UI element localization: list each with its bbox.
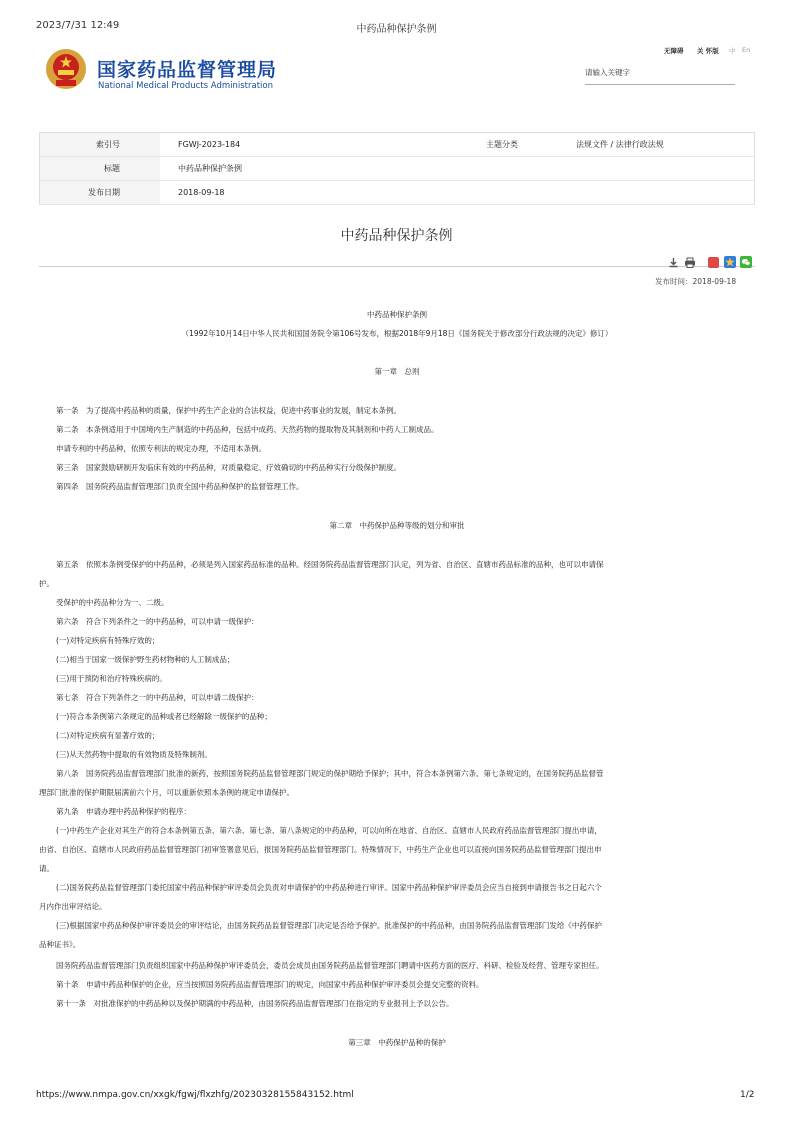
paragraph: 第一条 为了提高中药品种的质量，保护中药生产企业的合法权益，促进中药事业的发展，制定本条例。 (56, 406, 401, 415)
chapter-heading: 第一章 总则 (374, 367, 420, 376)
paragraph: 第八条 国务院药品监督管理部门批准的新药，按照国务院药品监督管理部门规定的保护期给予保护；其中，符合本条例第六条、第七条规定的，在国务院药品监督管 (56, 769, 604, 778)
date-label: 发布日期 (40, 181, 161, 205)
paragraph: 第十条 申请中药品种保护的企业，应当按照国务院药品监督管理部门的规定，向国家中药品种保护审评委员会提交完整的资料。 (56, 980, 484, 989)
paragraph: 第七条 符合下列条件之一的中药品种，可以申请二级保护： (56, 693, 259, 702)
site-name-cn[interactable]: 国家药品监督管理局 (97, 59, 278, 81)
paragraph: (一)符合本条例第六条规定的品种或者已经解除一级保护的品种； (56, 712, 272, 721)
site-name-en: National Medical Products Administration (98, 81, 273, 91)
paragraph: (二)对特定疾病有显著疗效的； (56, 731, 160, 740)
divider (39, 266, 755, 267)
paragraph: 月内作出审评结论。 (39, 902, 107, 911)
lang-en-link[interactable]: En (742, 46, 751, 54)
paragraph: (三)从天然药物中提取的有效物质及特殊制剂。 (56, 750, 212, 759)
article-title: 中药品种保护条例 (340, 228, 453, 244)
chapter-heading: 第三章 中药保护品种的保护 (348, 1038, 446, 1047)
paragraph: (一)中药生产企业对其生产的符合本条例第五条、第六条、第七条、第八条规定的中药品种，可以向所在地省、自治区、直辖市人民政府药品监督管理部门提出申请， (56, 826, 602, 835)
paragraph: (二)国务院药品监督管理部门委托国家中药品种保护审评委员会负责对申请保护的中药品种进行审评。国家中药品种保护审评委员会应当自接到申请报告书之日起六个 (56, 883, 602, 892)
print-page-title: 中药品种保护条例 (356, 24, 437, 35)
index-value: FGWJ-2023-184 (160, 133, 438, 157)
wechat-share-icon[interactable] (740, 253, 752, 272)
print-icon[interactable] (684, 253, 696, 272)
national-emblem-icon (44, 47, 88, 91)
paragraph: 第六条 符合下列条件之一的中药品种，可以申请一级保护： (56, 617, 259, 626)
paragraph: 第九条 申请办理中药品种保护的程序： (56, 807, 191, 816)
paragraph: 理部门批准的保护期限届满前六个月，可以重新依照本条例的规定申请保护。 (39, 788, 294, 797)
paragraph: 品种证书》。 (39, 940, 81, 949)
paragraph: 请。 (39, 864, 54, 873)
page-number: 1/2 (740, 1090, 755, 1100)
lang-zh-link[interactable]: 中 (729, 47, 736, 55)
paragraph: (一)对特定疾病有特殊疗效的； (56, 636, 160, 645)
category-value: 法规文件 / 法律行政法规 (558, 133, 755, 157)
date-value: 2018-09-18 (160, 181, 755, 205)
paragraph: 第十一条 对批准保护的中药品种以及保护期满的中药品种，由国务院药品监督管理部门在指定的专业报刊上予以公告。 (56, 999, 454, 1008)
paragraph: (二)相当于国家一级保护野生药材物种的人工制成品； (56, 655, 235, 664)
paragraph: 护。 (39, 579, 54, 588)
meta-table (39, 132, 755, 205)
care-mode-link[interactable]: 关 怀版 (697, 47, 719, 55)
paragraph: 第四条 国务院药品监督管理部门负责全国中药品种保护的监督管理工作。 (56, 482, 304, 491)
index-label: 索引号 (40, 133, 161, 157)
weibo-share-icon[interactable] (708, 253, 719, 272)
download-icon[interactable] (668, 253, 679, 272)
print-datetime: 2023/7/31 12:49 (36, 20, 120, 31)
publish-time: 发布时间：2018-09-18 (655, 277, 737, 286)
category-label: 主题分类 (438, 133, 558, 157)
title-value: 中药品种保护条例 (160, 157, 755, 181)
paragraph: 第二条 本条例适用于中国境内生产制造的中药品种，包括中成药、天然药物的提取物及其制剂和中药人工制成品。 (56, 425, 439, 434)
paragraph: 第三条 国家鼓励研制开发临床有效的中药品种，对质量稳定、疗效确切的中药品种实行分级保护制度。 (56, 463, 401, 472)
paragraph: 国务院药品监督管理部门负责组织国家中药品种保护审评委员会，委员会成员由国务院药品监督管理部门聘请中医药方面的医疗、科研、检验及经营、管理专家担任。 (56, 961, 604, 970)
paragraph: 受保护的中药品种分为一、二级。 (56, 598, 169, 607)
paragraph: (三)用于预防和治疗特殊疾病的。 (56, 674, 167, 683)
paragraph: (三)根据国家中药品种保护审评委员会的审评结论，由国务院药品监督管理部门决定是否给予保护。批准保护的中药品种，由国务院药品监督管理部门发给《中药保护 (56, 921, 602, 930)
qzone-share-icon[interactable] (724, 253, 736, 272)
footer-url: https://www.nmpa.gov.cn/xxgk/fgwj/flxzhfg/20230328155843152.html (36, 1090, 354, 1100)
inner-title: 中药品种保护条例 (367, 310, 427, 319)
paragraph: 由省、自治区、直辖市人民政府药品监督管理部门初审签署意见后，报国务院药品监督管理部门。特殊情况下，中药生产企业也可以直接向国务院药品监督管理部门提出申 (39, 845, 602, 854)
subtitle: （1992年10月14日中华人民共和国国务院令第106号发布，根据2018年9月18日《国务院关于修改部分行政法规的决定》修订） (181, 329, 613, 338)
paragraph: 第五条 依照本条例受保护的中药品种，必须是列入国家药品标准的品种。经国务院药品监督管理部门认定，列为省、自治区、直辖市药品标准的品种，也可以申请保 (56, 560, 604, 569)
title-label: 标题 (40, 157, 161, 181)
paragraph: 申请专利的中药品种，依照专利法的规定办理，不适用本条例。 (56, 444, 266, 453)
search-input[interactable]: 请输入关键字 (585, 67, 735, 85)
chapter-heading: 第二章 中药保护品种等级的划分和审批 (329, 521, 465, 530)
accessibility-link[interactable]: 无障碍 (664, 47, 684, 55)
